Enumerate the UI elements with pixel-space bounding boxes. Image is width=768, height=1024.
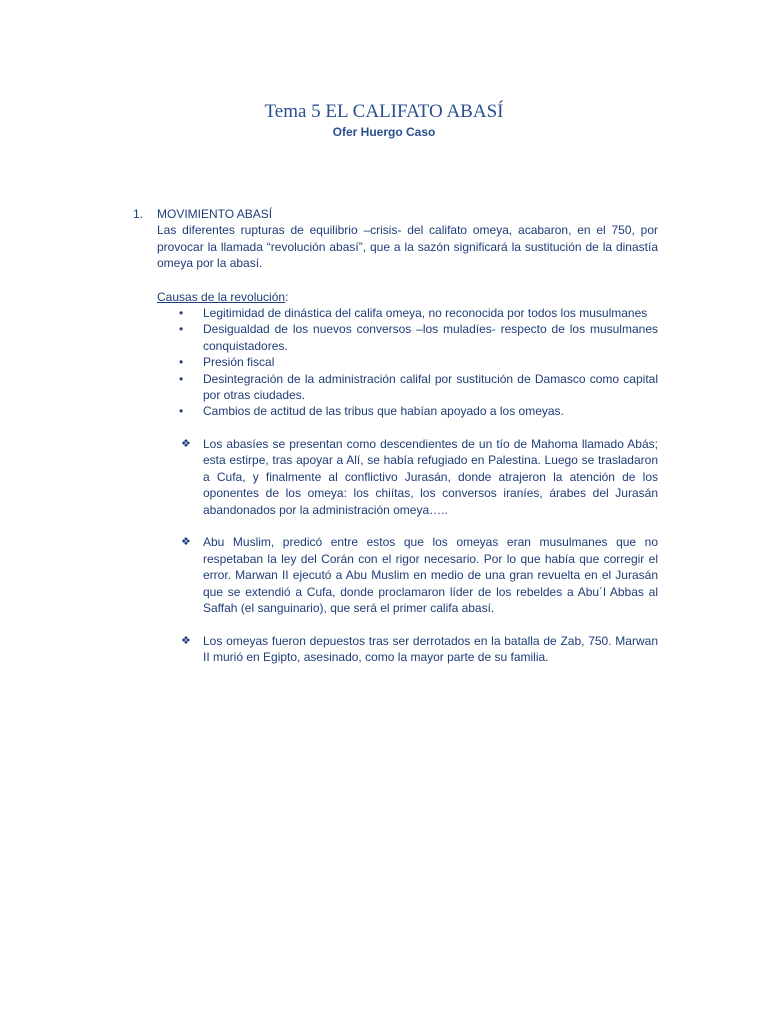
intro-paragraph: Las diferentes rupturas de equilibrio –crisis- del califato omeya, acabaron, en el 750, por provocar la llamada “revolución abasí”, que a la sazón significará la sustitución de la dinastía omeya por la abasí.: [157, 223, 658, 271]
point-text: Los abasíes se presentan como descendientes de un tío de Mahoma llamado Abás; esta estirpe, tras apoyar a Alí, se había refugiado en Palestina. Luego se trasladaron a Cufa, y finalmente al conflictivo Jurasán, donde atrajeron la atención de los oponentes de los omeya: los chiítas, los conversos iraníes, árabes del Jurasán abandonados por la administración omeya…..: [203, 436, 658, 517]
document-title: Tema 5 EL CALIFATO ABASÍ: [264, 101, 504, 122]
list-item: [179, 403, 658, 419]
causes-list: [133, 305, 658, 420]
bullet-icon: •: [179, 355, 184, 370]
point-text: Abu Muslim, predicó entre estos que los omeyas eran musulmanes que no respetaban la ley del Corán con el rigor necesario. Por lo que había que corregir el error. Marwan II ejecutó a Abu Muslim en medio de una gran revuelta en el Jurasán que se extendió a Cufa, donde proclamaron líder de los rebeldes a Abu´l Abbas al Saffah (el sanguinario), que será el primer califa abasí.: [203, 535, 658, 615]
point-text: Los omeyas fueron depuestos tras ser derrotados en la batalla de Zab, 750. Marwan II murió en Egipto, asesinado, como la mayor parte de su familia.: [203, 633, 658, 665]
causes-label: [157, 289, 658, 305]
cause-text: Presión fiscal: [203, 355, 275, 370]
points-list: [133, 436, 658, 666]
list-item: [179, 371, 658, 404]
cause-text: Legitimidad de dinástica del califa omeya, no reconocida por todos los musulmanes: [203, 306, 648, 321]
diamond-bullet-icon: ❖: [181, 535, 191, 549]
document-body: [133, 206, 658, 682]
list-item: [179, 633, 658, 666]
bullet-icon: •: [179, 371, 184, 386]
document-author: Ofer Huergo Caso: [332, 125, 436, 139]
section-heading: [133, 206, 658, 222]
list-item: [179, 321, 658, 354]
cause-text: Desigualdad de los nuevos conversos –los muladíes- respecto de los musulmanes conquistadores.: [203, 322, 658, 353]
bullet-icon: •: [179, 404, 184, 419]
list-item: [179, 534, 658, 616]
list-item: [179, 305, 658, 321]
diamond-bullet-icon: ❖: [181, 436, 191, 450]
causes-label-text: Causas de la revolución: [157, 289, 286, 304]
list-item: [179, 436, 658, 518]
section-title: MOVIMIENTO ABASÍ: [157, 207, 273, 221]
section-number: 1.: [133, 207, 144, 221]
diamond-bullet-icon: ❖: [181, 633, 191, 647]
cause-text: Desintegración de la administración califal por sustitución de Damasco como capital por otras ciudades.: [203, 371, 658, 403]
causes-label-colon: :: [285, 289, 289, 304]
list-item: [179, 354, 658, 370]
cause-text: Cambios de actitud de las tribus que habían apoyado a los omeyas.: [203, 404, 564, 419]
bullet-icon: •: [179, 322, 184, 337]
bullet-icon: •: [179, 306, 184, 321]
